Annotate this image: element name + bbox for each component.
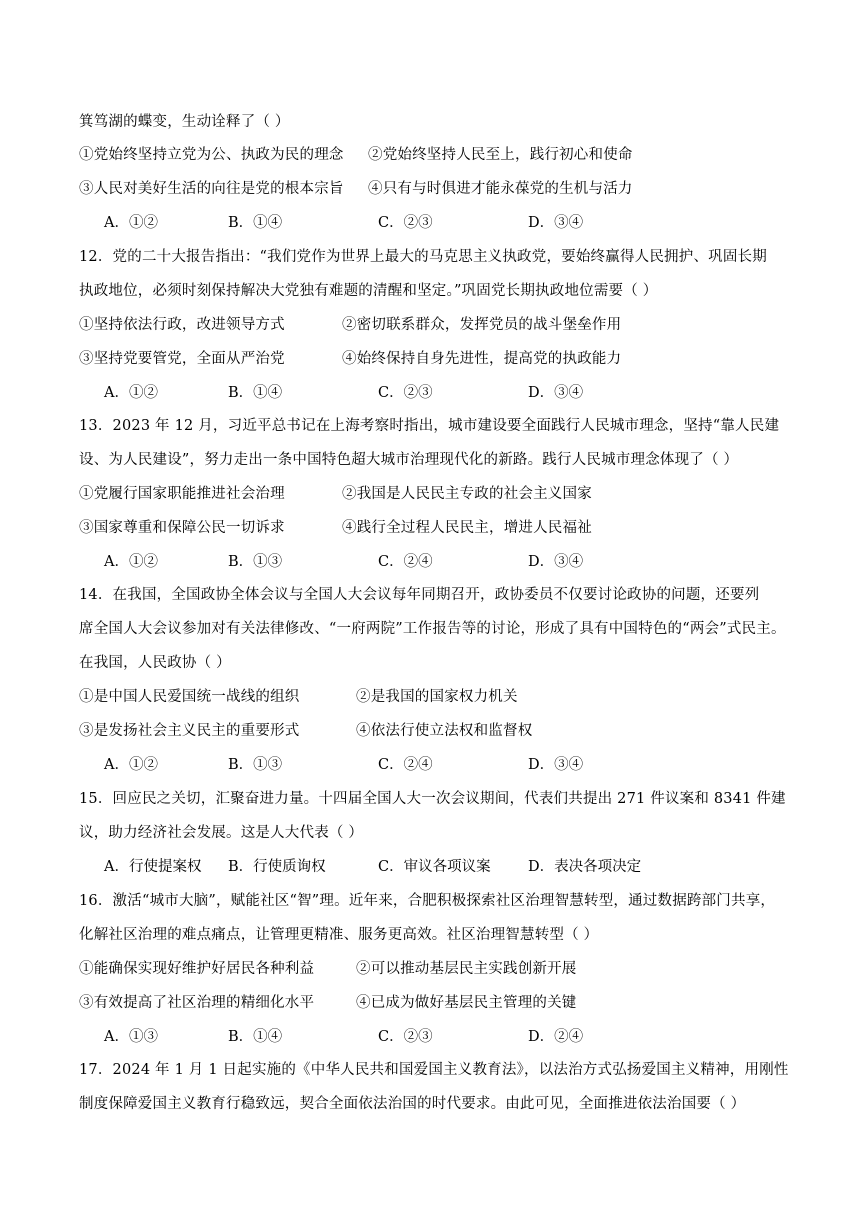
q14-statement-1: ①是中国人民爱国统一战线的组织: [79, 689, 300, 705]
q16-option-b[interactable]: B．①④: [228, 1029, 283, 1045]
q13-option-d[interactable]: D．③④: [528, 554, 584, 570]
q15-option-c[interactable]: C．审议各项议案: [378, 859, 491, 875]
q11-option-b[interactable]: B．①④: [228, 215, 283, 231]
q14-statements-row2: [79, 721, 533, 741]
q12-statement-3: ③坚持党要管党，全面从严治党: [79, 351, 285, 367]
q11-option-d[interactable]: D．③④: [528, 215, 584, 231]
q11-option-c[interactable]: C．②③: [378, 215, 433, 231]
q14-stem-line2: 席全国人大会议参加对有关法律修改、“一府两院”工作报告等的讨论，形成了具有中国特色的“两会”式民主。: [79, 621, 786, 637]
q14-statement-3: ③是发扬社会主义民主的重要形式: [79, 723, 300, 739]
q16-option-a[interactable]: A．①③: [104, 1029, 158, 1045]
q15-stem-line2: 议，助力经济社会发展。这是人大代表（ ）: [79, 825, 364, 841]
q14-option-b[interactable]: B．①③: [228, 757, 283, 773]
q16-statement-4: ④已成为做好基层民主管理的关键: [356, 995, 577, 1011]
q13-statement-3: ③国家尊重和保障公民一切诉求: [79, 520, 285, 536]
q11-statements-row1: [79, 145, 633, 165]
q16-stem-line1: 16．激活“城市大脑”，赋能社区“智”理。近年来，合肥积极探索社区治理智慧转型，通过数据跨部门共享，: [79, 893, 776, 909]
q16-statement-3: ③有效提高了社区治理的精细化水平: [79, 995, 315, 1011]
q12-option-c[interactable]: C．②③: [378, 385, 433, 401]
q17-stem-line1: 17．2024 年 1 月 1 日起实施的《中华人民共和国爱国主义教育法》，以法治方式弘扬爱国主义精神，用刚性: [79, 1062, 789, 1078]
q13-statement-4: ④践行全过程人民民主，增进人民福祉: [342, 520, 592, 536]
q14-statements-row1: [79, 687, 518, 707]
q11-statements-row2: [79, 179, 633, 199]
q14-stem-line1: 14．在我国，全国政协全体会议与全国人大会议每年同期召开，政协委员不仅要讨论政协的问题，还要列: [79, 587, 760, 603]
q13-statements-row1: [79, 484, 592, 504]
q16-statement-2: ②可以推动基层民主实践创新开展: [356, 961, 577, 977]
q16-option-d[interactable]: D．②④: [528, 1029, 584, 1045]
q12-statement-4: ④始终保持自身先进性，提高党的执政能力: [342, 351, 622, 367]
q13-statement-2: ②我国是人民民主专政的社会主义国家: [342, 486, 592, 502]
q12-statement-2: ②密切联系群众，发挥党员的战斗堡垒作用: [342, 317, 622, 333]
q12-stem-line2: 执政地位，必须时刻保持解决大党独有难题的清醒和坚定。”巩固党长期执政地位需要（ ）: [79, 283, 658, 299]
q13-stem-line2: 设、为人民建设”，努力走出一条中国特色超大城市治理现代化的新路。践行人民城市理念体现了（ ）: [79, 452, 739, 468]
q16-statements-row2: [79, 993, 577, 1013]
q12-statements-row1: [79, 315, 622, 335]
q12-statement-1: ①坚持依法行政，改进领导方式: [79, 317, 285, 333]
q14-option-d[interactable]: D．③④: [528, 757, 584, 773]
q12-option-a[interactable]: A．①②: [104, 385, 158, 401]
q12-option-d[interactable]: D．③④: [528, 385, 584, 401]
q15-option-a[interactable]: A．行使提案权: [104, 859, 202, 875]
q14-option-a[interactable]: A．①②: [104, 757, 158, 773]
q14-statement-2: ②是我国的国家权力机关: [356, 689, 518, 705]
q14-stem-line3: 在我国，人民政协（ ）: [79, 655, 231, 671]
q16-stem-line2: 化解社区治理的难点痛点，让管理更精准、服务更高效。社区治理智慧转型（ ）: [79, 927, 599, 943]
q11-stem: 箕笃湖的蝶变，生动诠释了（ ）: [79, 114, 290, 130]
q15-option-b[interactable]: B．行使质询权: [228, 859, 326, 875]
q11-statement-1: ①党始终坚持立党为公、执政为民的理念: [79, 147, 344, 163]
q11-statement-2: ②党始终坚持人民至上，践行初心和使命: [368, 147, 633, 163]
q14-statement-4: ④依法行使立法权和监督权: [356, 723, 533, 739]
q11-statement-3: ③人民对美好生活的向往是党的根本宗旨: [79, 181, 344, 197]
q13-stem-line1: 13．2023 年 12 月，习近平总书记在上海考察时指出，城市建设要全面践行人民城市理念，坚持“靠人民建: [79, 418, 780, 434]
q12-stem-line1: 12．党的二十大报告指出：“我们党作为世界上最大的马克思主义执政党，要始终赢得人民拥护、巩固长期: [79, 249, 767, 265]
q13-option-b[interactable]: B．①③: [228, 554, 283, 570]
q16-statements-row1: [79, 959, 577, 979]
q13-statement-1: ①党履行国家职能推进社会治理: [79, 486, 285, 502]
q15-option-d[interactable]: D．表决各项决定: [528, 859, 642, 875]
q15-stem-line1: 15．回应民之关切，汇聚奋进力量。十四届全国人大一次会议期间，代表们共提出 271 件议案和 8341 件建: [79, 791, 786, 807]
q12-option-b[interactable]: B．①④: [228, 385, 283, 401]
q13-statements-row2: [79, 518, 592, 538]
q16-option-c[interactable]: C．②③: [378, 1029, 433, 1045]
q11-statement-4: ④只有与时俱进才能永葆党的生机与活力: [368, 181, 633, 197]
q13-option-c[interactable]: C．②④: [378, 554, 433, 570]
q16-statement-1: ①能确保实现好维护好居民各种利益: [79, 961, 315, 977]
q12-statements-row2: [79, 349, 622, 369]
q11-option-a[interactable]: A．①②: [104, 215, 158, 231]
q13-option-a[interactable]: A．①②: [104, 554, 158, 570]
q14-option-c[interactable]: C．②④: [378, 757, 433, 773]
q17-stem-line2: 制度保障爱国主义教育行稳致远，契合全面依法治国的时代要求。由此可见，全面推进依法治国要（ ）: [79, 1096, 746, 1112]
